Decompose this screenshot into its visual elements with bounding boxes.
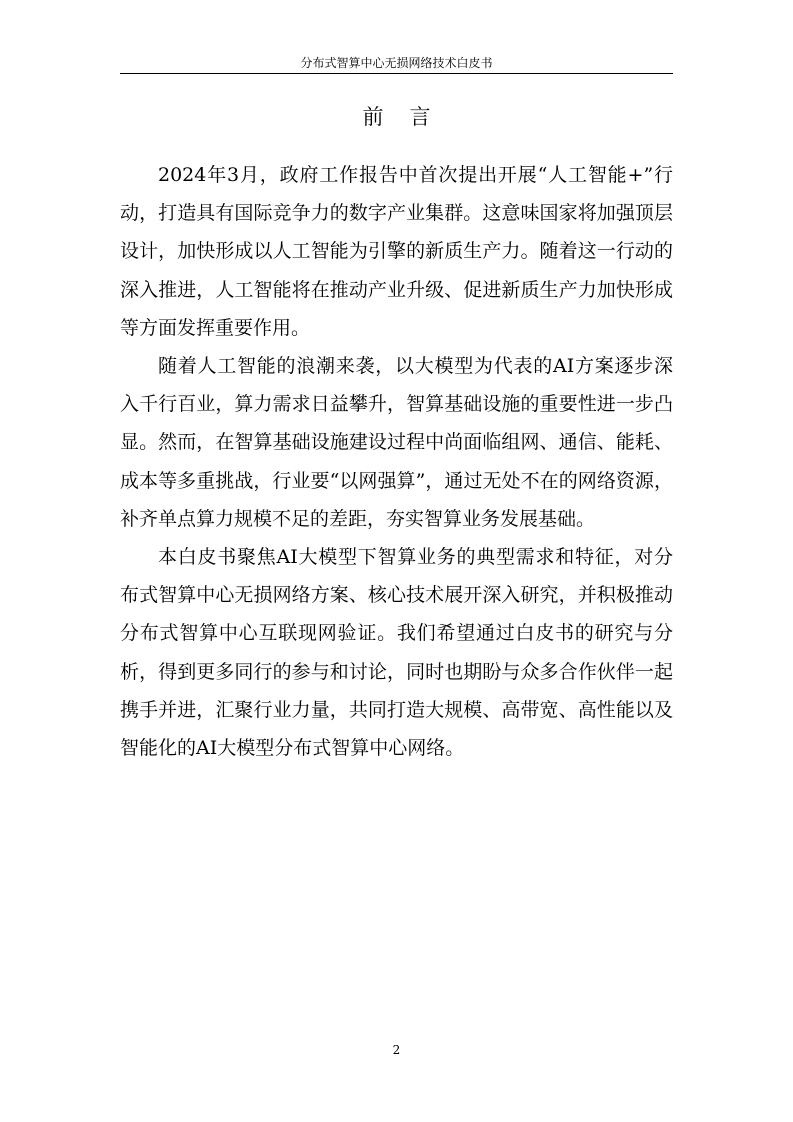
paragraph-2: 随着人工智能的浪潮来袭，以大模型为代表的AI方案逐步深入千行百业，算力需求日益攀升，智算基础设施的重要性进一步凸显。然而，在智算基础设施建设过程中尚面临组网、通信、能耗、成本等多重挑战，行业要“以网强算”，通过无处不在的网络资源，补齐单点算力规模不足的差距，夯实智算业务发展基础。 xyxy=(120,355,673,530)
header-divider xyxy=(120,73,673,74)
paragraph-3: 本白皮书聚焦AI大模型下智算业务的典型需求和特征，对分布式智算中心无损网络方案、核心技术展开深入研究，并积极推动分布式智算中心互联现网验证。我们希望通过白皮书的研究与分析，得到更多同行的参与和讨论，同时也期盼与众多合作伙伴一起携手并进，汇聚行业力量，共同打造大规模、高带宽、高性能以及智能化的AI大模型分布式智算中心网络。 xyxy=(120,546,673,760)
page-title: 前言 xyxy=(362,105,457,129)
page-number: 2 xyxy=(392,1043,401,1057)
body-text xyxy=(120,156,673,767)
paragraph-1: 2024年3月，政府工作报告中首次提出开展“人工智能+”行动，打造具有国际竞争力的数字产业集群。这意味国家将加强顶层设计，加快形成以人工智能为引擎的新质生产力。随着这一行动的深入推进，人工智能将在推动产业升级、促进新质生产力加快形成等方面发挥重要作用。 xyxy=(120,164,673,339)
running-header: 分布式智算中心无损网络技术白皮书 xyxy=(300,56,493,70)
